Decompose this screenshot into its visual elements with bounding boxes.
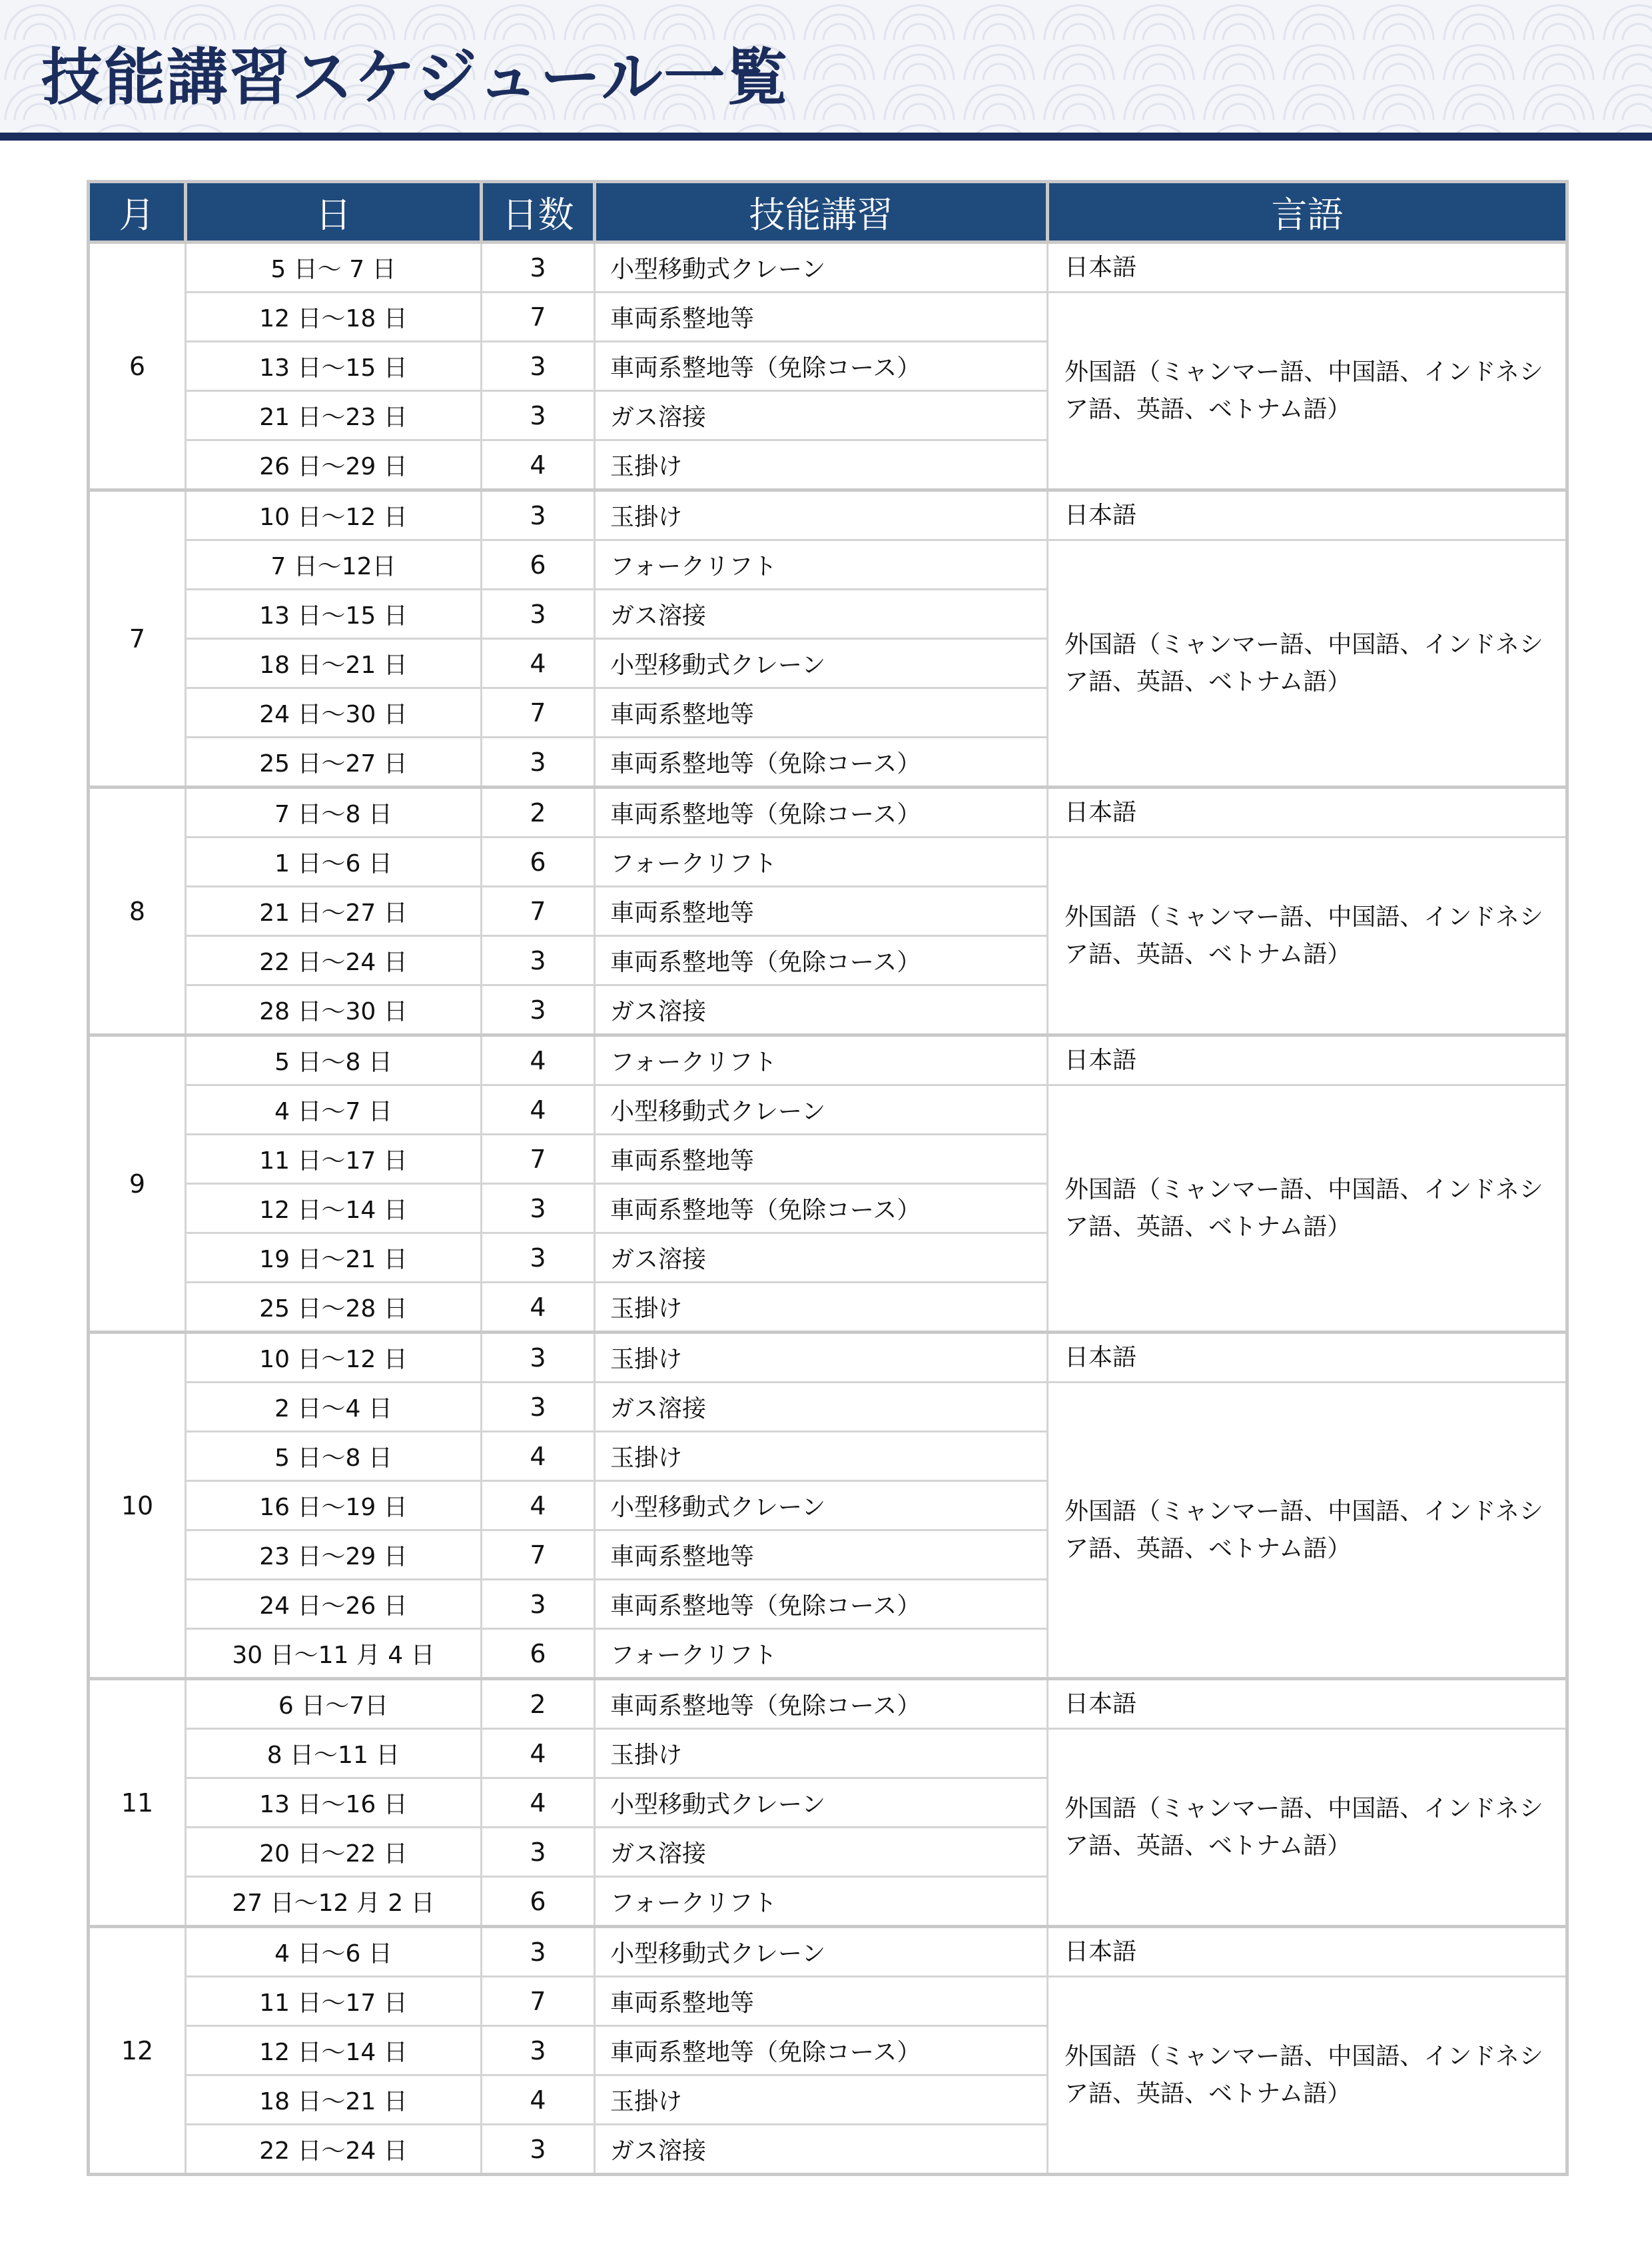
days-cell: 6 (482, 1629, 595, 1679)
date-cell: 19 日～21 日 (186, 1233, 482, 1283)
days-cell: 7 (482, 1135, 595, 1184)
language-cell-japanese: 日本語 (1048, 243, 1567, 292)
days-cell: 7 (482, 887, 595, 936)
header-date: 日 (186, 182, 482, 243)
date-cell: 13 日～15 日 (186, 342, 482, 391)
date-cell: 21 日～27 日 (186, 887, 482, 936)
days-cell: 4 (482, 639, 595, 688)
course-cell: 車両系整地等 (595, 292, 1048, 342)
days-cell: 6 (482, 1877, 595, 1927)
header-course: 技能講習 (595, 182, 1048, 243)
language-cell-japanese: 日本語 (1048, 490, 1567, 540)
header-language: 言語 (1048, 182, 1567, 243)
date-cell: 4 日～6 日 (186, 1927, 482, 1977)
date-cell: 10 日～12 日 (186, 490, 482, 540)
date-cell: 10 日～12 日 (186, 1333, 482, 1383)
course-cell: 車両系整地等 (595, 1135, 1048, 1184)
date-cell: 12 日～14 日 (186, 1184, 482, 1233)
date-cell: 28 日～30 日 (186, 985, 482, 1035)
month-cell: 8 (89, 788, 186, 1035)
month-cell: 11 (89, 1679, 186, 1927)
language-cell-japanese: 日本語 (1048, 1679, 1567, 1729)
course-cell: 玉掛け (595, 1432, 1048, 1481)
date-cell: 25 日～27 日 (186, 738, 482, 788)
days-cell: 6 (482, 838, 595, 887)
date-cell: 11 日～17 日 (186, 1135, 482, 1184)
days-cell: 3 (482, 243, 595, 292)
date-cell: 27 日～12 月 2 日 (186, 1877, 482, 1927)
language-cell-japanese: 日本語 (1048, 1927, 1567, 1977)
course-cell: 小型移動式クレーン (595, 1085, 1048, 1135)
language-cell-foreign: 外国語（ミャンマー語、中国語、インドネシア語、英語、ベトナム語） (1048, 838, 1567, 1035)
language-cell-japanese: 日本語 (1048, 1035, 1567, 1085)
date-cell: 2 日～4 日 (186, 1383, 482, 1432)
language-cell-japanese: 日本語 (1048, 788, 1567, 838)
table-row (89, 788, 1567, 838)
course-cell: 小型移動式クレーン (595, 1778, 1048, 1828)
days-cell: 4 (482, 2075, 595, 2125)
table-row (89, 1085, 1567, 1135)
date-cell: 26 日～29 日 (186, 440, 482, 490)
language-cell-foreign: 外国語（ミャンマー語、中国語、インドネシア語、英語、ベトナム語） (1048, 540, 1567, 788)
date-cell: 5 日～8 日 (186, 1035, 482, 1085)
date-cell: 23 日～29 日 (186, 1530, 482, 1580)
language-cell-japanese: 日本語 (1048, 1333, 1567, 1383)
date-cell: 22 日～24 日 (186, 936, 482, 985)
days-cell: 2 (482, 1679, 595, 1729)
table-row (89, 1035, 1567, 1085)
date-cell: 12 日～14 日 (186, 2026, 482, 2075)
date-cell: 5 日～ 7 日 (186, 243, 482, 292)
days-cell: 3 (482, 2125, 595, 2175)
date-cell: 11 日～17 日 (186, 1977, 482, 2026)
table-row (89, 1383, 1567, 1432)
date-cell: 30 日～11 月 4 日 (186, 1629, 482, 1679)
date-cell: 20 日～22 日 (186, 1828, 482, 1877)
course-cell: 玉掛け (595, 2075, 1048, 2125)
days-cell: 3 (482, 342, 595, 391)
days-cell: 3 (482, 1828, 595, 1877)
table-header-row (89, 182, 1567, 243)
page-title: 技能講習スケジュール一覧 (41, 42, 789, 113)
days-cell: 3 (482, 1233, 595, 1283)
course-cell: フォークリフト (595, 1035, 1048, 1085)
date-cell: 13 日～15 日 (186, 590, 482, 639)
course-cell: 車両系整地等 (595, 688, 1048, 738)
date-cell: 7 日～8 日 (186, 788, 482, 838)
course-cell: ガス溶接 (595, 2125, 1048, 2175)
days-cell: 3 (482, 1184, 595, 1233)
days-cell: 4 (482, 1432, 595, 1481)
language-cell-foreign: 外国語（ミャンマー語、中国語、インドネシア語、英語、ベトナム語） (1048, 1383, 1567, 1679)
days-cell: 7 (482, 292, 595, 342)
days-cell: 4 (482, 440, 595, 490)
header-month: 月 (89, 182, 186, 243)
month-cell: 6 (89, 243, 186, 490)
table-row (89, 540, 1567, 590)
course-cell: ガス溶接 (595, 590, 1048, 639)
days-cell: 7 (482, 1977, 595, 2026)
course-cell: 車両系整地等 (595, 887, 1048, 936)
course-cell: 小型移動式クレーン (595, 1927, 1048, 1977)
course-cell: ガス溶接 (595, 391, 1048, 440)
month-cell: 12 (89, 1927, 186, 2175)
language-cell-foreign: 外国語（ミャンマー語、中国語、インドネシア語、英語、ベトナム語） (1048, 1085, 1567, 1333)
date-cell: 8 日～11 日 (186, 1729, 482, 1778)
language-cell-foreign: 外国語（ミャンマー語、中国語、インドネシア語、英語、ベトナム語） (1048, 292, 1567, 490)
days-cell: 4 (482, 1085, 595, 1135)
table-row (89, 1977, 1567, 2026)
course-cell: 玉掛け (595, 1333, 1048, 1383)
table-row (89, 1729, 1567, 1778)
course-cell: 玉掛け (595, 440, 1048, 490)
days-cell: 3 (482, 985, 595, 1035)
course-cell: ガス溶接 (595, 985, 1048, 1035)
date-cell: 7 日～12日 (186, 540, 482, 590)
course-cell: フォークリフト (595, 1629, 1048, 1679)
days-cell: 4 (482, 1481, 595, 1530)
days-cell: 6 (482, 540, 595, 590)
days-cell: 3 (482, 936, 595, 985)
course-cell: 玉掛け (595, 490, 1048, 540)
course-cell: 車両系整地等（免除コース） (595, 738, 1048, 788)
course-cell: 玉掛け (595, 1283, 1048, 1333)
days-cell: 2 (482, 788, 595, 838)
course-cell: 車両系整地等（免除コース） (595, 1679, 1048, 1729)
course-cell: 車両系整地等（免除コース） (595, 1580, 1048, 1629)
header-divider (0, 133, 1652, 141)
date-cell: 1 日～6 日 (186, 838, 482, 887)
days-cell: 3 (482, 590, 595, 639)
month-cell: 7 (89, 490, 186, 788)
course-cell: ガス溶接 (595, 1383, 1048, 1432)
course-cell: 小型移動式クレーン (595, 639, 1048, 688)
days-cell: 4 (482, 1778, 595, 1828)
course-cell: ガス溶接 (595, 1828, 1048, 1877)
month-cell: 9 (89, 1035, 186, 1333)
date-cell: 24 日～26 日 (186, 1580, 482, 1629)
course-cell: 小型移動式クレーン (595, 1481, 1048, 1530)
date-cell: 6 日～7日 (186, 1679, 482, 1729)
schedule-table (87, 180, 1569, 2176)
date-cell: 24 日～30 日 (186, 688, 482, 738)
days-cell: 3 (482, 1927, 595, 1977)
course-cell: 玉掛け (595, 1729, 1048, 1778)
days-cell: 4 (482, 1729, 595, 1778)
course-cell: 車両系整地等（免除コース） (595, 342, 1048, 391)
course-cell: 車両系整地等（免除コース） (595, 1184, 1048, 1233)
days-cell: 3 (482, 1333, 595, 1383)
table-row (89, 838, 1567, 887)
course-cell: 車両系整地等 (595, 1530, 1048, 1580)
course-cell: 車両系整地等（免除コース） (595, 936, 1048, 985)
header-days: 日数 (482, 182, 595, 243)
days-cell: 3 (482, 1580, 595, 1629)
course-cell: 車両系整地等（免除コース） (595, 2026, 1048, 2075)
date-cell: 21 日～23 日 (186, 391, 482, 440)
date-cell: 4 日～7 日 (186, 1085, 482, 1135)
month-cell: 10 (89, 1333, 186, 1679)
days-cell: 3 (482, 1383, 595, 1432)
date-cell: 5 日～8 日 (186, 1432, 482, 1481)
days-cell: 4 (482, 1035, 595, 1085)
course-cell: フォークリフト (595, 540, 1048, 590)
course-cell: 車両系整地等 (595, 1977, 1048, 2026)
table-row (89, 490, 1567, 540)
table-row (89, 243, 1567, 292)
table-row (89, 292, 1567, 342)
language-cell-foreign: 外国語（ミャンマー語、中国語、インドネシア語、英語、ベトナム語） (1048, 1729, 1567, 1927)
date-cell: 25 日～28 日 (186, 1283, 482, 1333)
days-cell: 3 (482, 391, 595, 440)
course-cell: フォークリフト (595, 1877, 1048, 1927)
course-cell: フォークリフト (595, 838, 1048, 887)
date-cell: 18 日～21 日 (186, 639, 482, 688)
date-cell: 12 日～18 日 (186, 292, 482, 342)
days-cell: 4 (482, 1283, 595, 1333)
days-cell: 7 (482, 1530, 595, 1580)
date-cell: 22 日～24 日 (186, 2125, 482, 2175)
table-row (89, 1927, 1567, 1977)
course-cell: ガス溶接 (595, 1233, 1048, 1283)
table-row (89, 1679, 1567, 1729)
date-cell: 13 日～16 日 (186, 1778, 482, 1828)
table-body (89, 243, 1567, 2175)
table-row (89, 1333, 1567, 1383)
course-cell: 小型移動式クレーン (595, 243, 1048, 292)
days-cell: 3 (482, 738, 595, 788)
days-cell: 3 (482, 2026, 595, 2075)
course-cell: 車両系整地等（免除コース） (595, 788, 1048, 838)
language-cell-foreign: 外国語（ミャンマー語、中国語、インドネシア語、英語、ベトナム語） (1048, 1977, 1567, 2175)
days-cell: 3 (482, 490, 595, 540)
date-cell: 18 日～21 日 (186, 2075, 482, 2125)
days-cell: 7 (482, 688, 595, 738)
date-cell: 16 日～19 日 (186, 1481, 482, 1530)
